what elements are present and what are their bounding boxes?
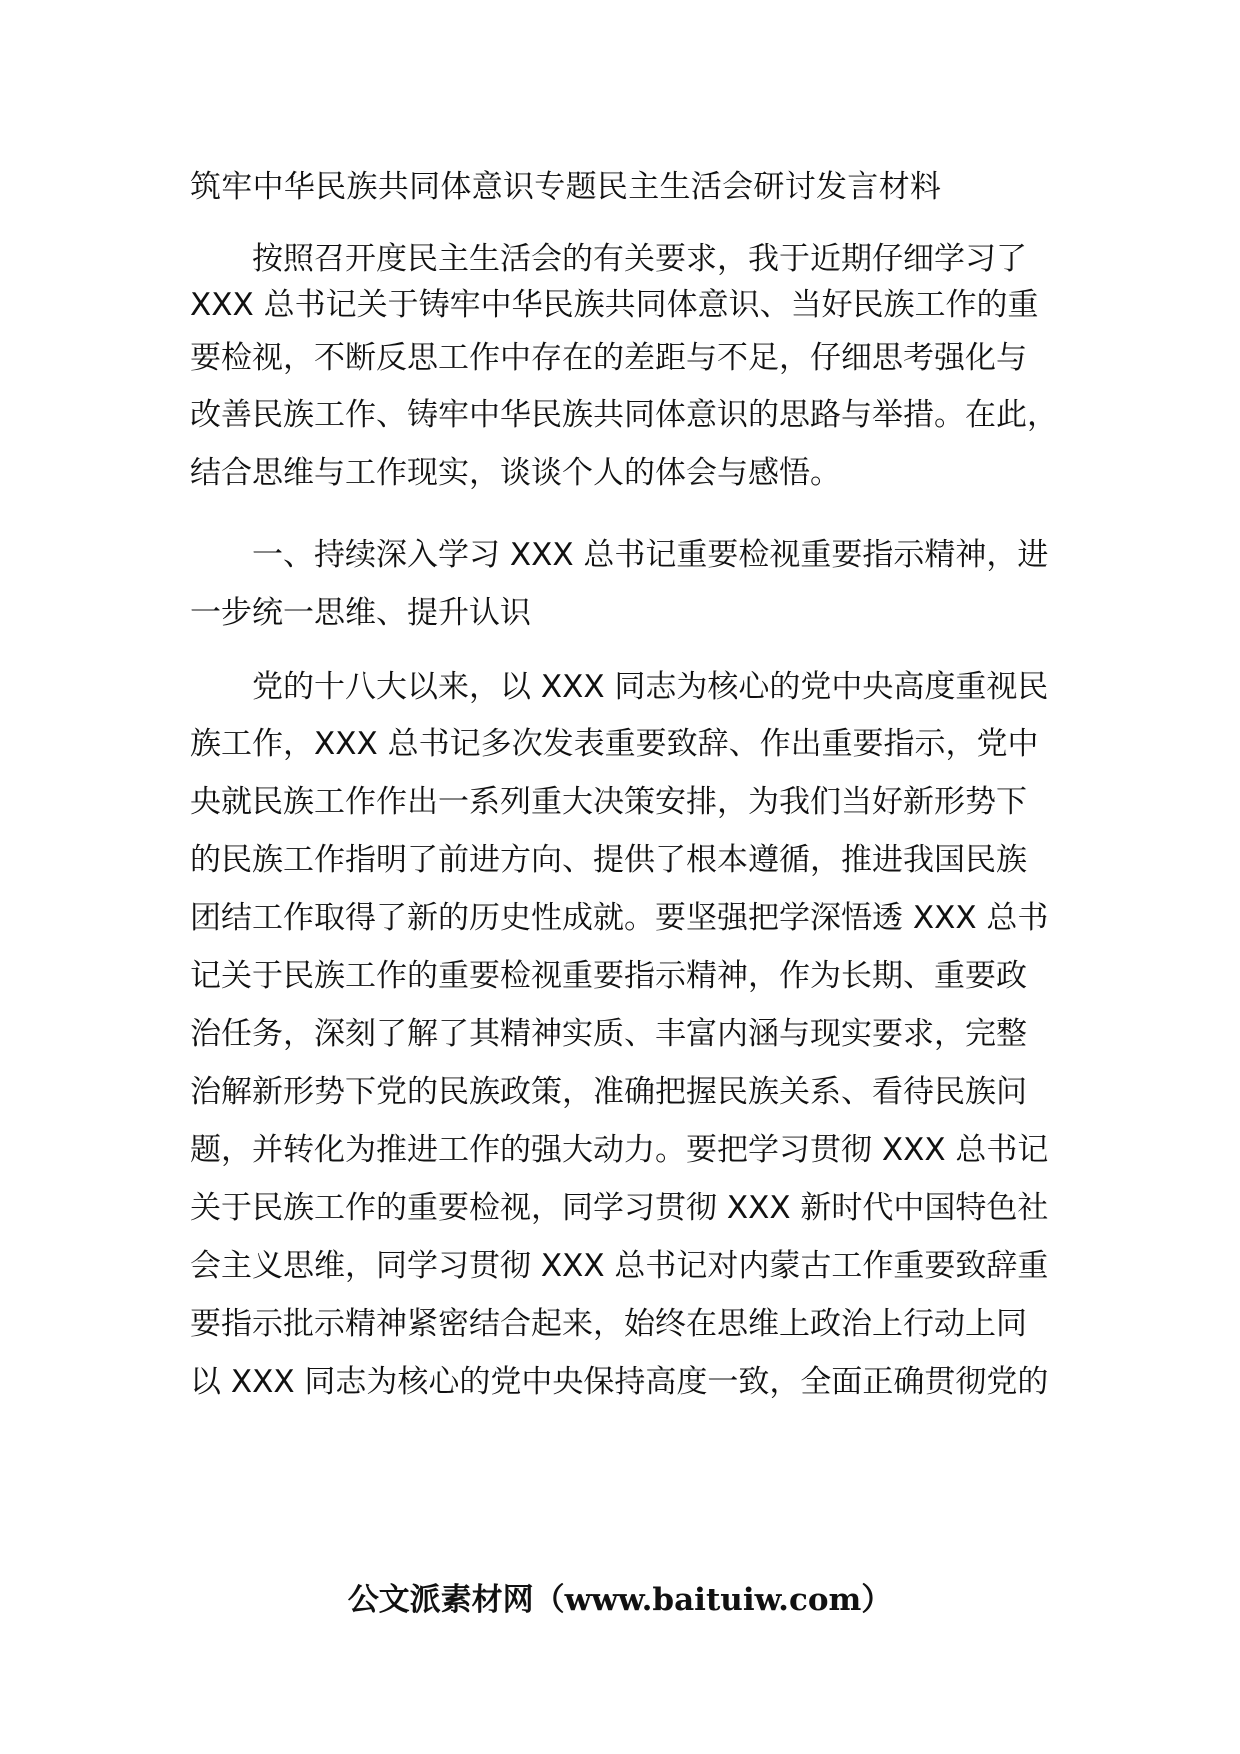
body-line-2: 族工作，XXX 总书记多次发表重要致辞、作出重要指示，党中 — [190, 726, 1039, 762]
body-line-8: 治解新形势下党的民族政策，准确把握民族关系、看待民族问 — [190, 1074, 1027, 1110]
body-line-9: 题，并转化为推进工作的强大动力。要把学习贯彻 XXX 总书记 — [190, 1132, 1049, 1168]
section-heading-line-1: 一、持续深入学习 XXX 总书记重要检视重要指示精神，进 — [190, 537, 1049, 573]
body-line-7: 治任务，深刻了解了其精神实质、丰富内涵与现实要求，完整 — [190, 1016, 1027, 1052]
body-line-1: 党的十八大以来，以 XXX 同志为核心的党中央高度重视民 — [190, 669, 1049, 705]
intro-line-2: XXX 总书记关于铸牢中华民族共同体意识、当好民族工作的重 — [190, 287, 1039, 323]
section-heading-line-2: 一步统一思维、提升认识 — [190, 595, 531, 631]
intro-line-3: 要检视，不断反思工作中存在的差距与不足，仔细思考强化与 — [190, 340, 1027, 376]
body-line-12: 要指示批示精神紧密结合起来，始终在思维上政治上行动上同 — [190, 1306, 1027, 1342]
body-line-6: 记关于民族工作的重要检视重要指示精神，作为长期、重要政 — [190, 958, 1027, 994]
footer-watermark: 公文派素材网（www.baituiw.com） — [347, 1582, 893, 1618]
body-line-5: 团结工作取得了新的历史性成就。要坚强把学深悟透 XXX 总书 — [190, 900, 1049, 936]
document-title: 筑牢中华民族共同体意识专题民主生活会研讨发言材料 — [190, 169, 942, 205]
intro-line-4: 改善民族工作、铸牢中华民族共同体意识的思路与举措。在此， — [190, 397, 1058, 433]
body-line-3: 央就民族工作作出一系列重大决策安排，为我们当好新形势下 — [190, 784, 1027, 820]
body-line-11: 会主义思维，同学习贯彻 XXX 总书记对内蒙古工作重要致辞重 — [190, 1248, 1049, 1284]
body-line-10: 关于民族工作的重要检视，同学习贯彻 XXX 新时代中国特色社 — [190, 1190, 1049, 1226]
intro-line-5: 结合思维与工作现实，谈谈个人的体会与感悟。 — [190, 455, 841, 491]
intro-line-1: 按照召开度民主生活会的有关要求，我于近期仔细学习了 — [190, 241, 1027, 277]
body-line-4: 的民族工作指明了前进方向、提供了根本遵循，推进我国民族 — [190, 842, 1027, 878]
body-line-13: 以 XXX 同志为核心的党中央保持高度一致，全面正确贯彻党的 — [190, 1364, 1049, 1400]
